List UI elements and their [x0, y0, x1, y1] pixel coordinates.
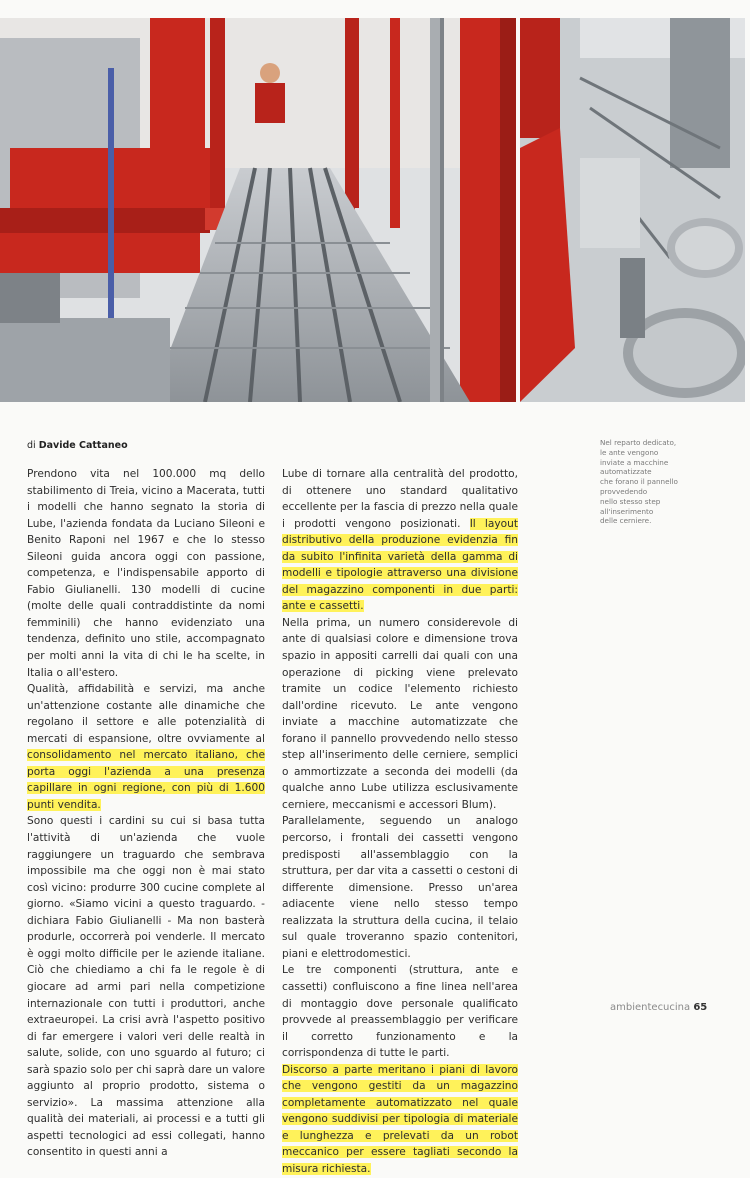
- byline: [27, 440, 128, 451]
- paragraph: Nella prima, un numero considerevole di ante di qualsiasi colore e dimensione trova spazio in appositi carrelli dai quali con una operazione di picking viene prelevato tramite un codice l'elemento richiesto dall'ordine ricevuto. Le ante vengono inviate a macchine automatizzate che forano il pannello provvedendo nello stesso step all'inserimento delle cerniere, semplici o ammortizzate a seconda dei modelli (da qualche anno Lube utilizza esclusivamente cerniere, meccanismi e accessori Blum).: [282, 616, 518, 811]
- paragraph: Prendono vita nel 100.000 mq dello stabilimento di Treia, vicino a Macerata, tutti i modelli che hanno segnato la storia di Lube, l'azienda fondata da Luciano Sileoni e Benito Raponi nel 1967 e che lo stesso Sileoni guida ancora oggi con passione, competenza, e l'indispensabile apporto di Fabio Giulianelli. 130 modelli di cucine (molte delle quali contraddistinte da nomi femminili) che hanno evidenziato una tendenza, definito uno stile, accompagnato per molti anni la vita di chi le ha scelte, in Italia o all'estero.: [27, 468, 265, 679]
- caption-line: automatizzate: [600, 467, 652, 477]
- highlighted-text: Discorso a parte meritano i piani di lavoro che vengono gestiti da un magazzino completamente automatizzato nel quale vengono suddivisi per tipologia di materiale e lunghezza e prelevati da un robot meccanico per essere tagliati secondo la misura richiesta.: [282, 1063, 518, 1175]
- photo-caption: [600, 438, 715, 526]
- byline-author: Davide Cattaneo: [38, 440, 128, 451]
- article-column-left: [27, 466, 265, 1161]
- page-number: 65: [693, 1002, 708, 1013]
- paragraph: Sono questi i cardini su cui si basa tutta l'attività di un'azienda che vuole raggiungere un traguardo che sembrava impossibile ma che oggi non è mai stato così vicino: produrre 300 cucine complete al giorno. «Siamo vicini a questo traguardo. - dichiara Fabio Giulianelli - Ma non basterà produrle, occorrerà poi venderle. Il mercato è oggi molto difficile per le aziende italiane. Ciò che chiediamo a chi fa le regole è di giocare ad armi pari nella competizione internazionale con tutti i produttori, anche extraeuropei. La crisi avrà l'aspetto positivo di far emergere i valori veri delle realtà in salute, solide, con uno sguardo al futuro; ci sarà spazio solo per chi saprà dare un valore aggiunto al proprio prodotto, sistema o servizio». La massima attenzione alla qualità dei materiali, ai processi e a tutti gli aspetti tecnologici ad essi collegati, hanno consentito in questi anni a: [27, 815, 265, 1159]
- paragraph-text: Qualità, affidabilità e servizi, ma anche un'attenzione costante alle dinamiche che regolano il settore e alle potenzialità di mercati di espansione, oltre ovviamente al: [27, 683, 265, 745]
- caption-line: nello stesso step: [600, 496, 661, 506]
- caption-line: inviate a macchine: [600, 457, 669, 467]
- photo-conveyor-line: [0, 18, 516, 402]
- page-footer: [610, 1002, 707, 1013]
- article-column-middle: [282, 466, 518, 1178]
- caption-line: le ante vengono: [600, 447, 659, 457]
- highlighted-text: consolidamento nel mercato italiano, che porta oggi l'azienda a una presenza capillare in ogni regione, con più di 1.600 punti vendita.: [27, 749, 265, 811]
- magazine-brand-section: cucina: [657, 1002, 691, 1013]
- caption-line: all'inserimento: [600, 506, 654, 516]
- paragraph: [27, 681, 265, 813]
- magazine-brand: [610, 1002, 690, 1013]
- paragraph-text: Lube di tornare alla centralità del prodotto, di ottenere uno standard qualitativo eccellente per la fascia di prezzo nella quale i prodotti vengono posizionati.: [282, 468, 518, 530]
- caption-line: Nel reparto dedicato,: [600, 438, 677, 447]
- caption-line: provvedendo: [600, 486, 648, 496]
- caption-line: delle cerniere.: [600, 516, 652, 526]
- paragraph: Le tre componenti (struttura, ante e cassetti) confluiscono a fine linea nell'area di montaggio dove personale qualificato provvede al preassemblaggio per verificare il corretto funzionamento e la corrispondenza di tutte le parti.: [282, 964, 518, 1060]
- conveyor-line-illustration: [0, 18, 516, 402]
- highlighted-text: Il layout distributivo della produzione evidenzia fin da subito l'infinita varietà della gamma di modelli e tipologie attraverso una divisione del magazzino componenti in due parti: ante e cassetti.: [282, 517, 518, 613]
- paragraph: Parallelamente, seguendo un analogo percorso, i frontali dei cassetti vengono predisposti all'assemblaggio con la struttura, per dar vita a cassetti o cestoni di differente dimensione. Presso un'area adiacente viene nello stesso tempo realizzata la struttura della cucina, il telaio sul quale troveranno spazio contenitori, piani e elettrodomestici.: [282, 815, 518, 960]
- byline-prefix: di: [27, 440, 36, 451]
- hinge-machine-illustration: [520, 18, 745, 402]
- photo-hinge-machine: [520, 18, 745, 402]
- magazine-brand-prefix: ambiente: [610, 1002, 658, 1013]
- paragraph: [282, 1062, 518, 1178]
- paragraph: [282, 466, 518, 615]
- caption-line: che forano il pannello: [600, 477, 678, 487]
